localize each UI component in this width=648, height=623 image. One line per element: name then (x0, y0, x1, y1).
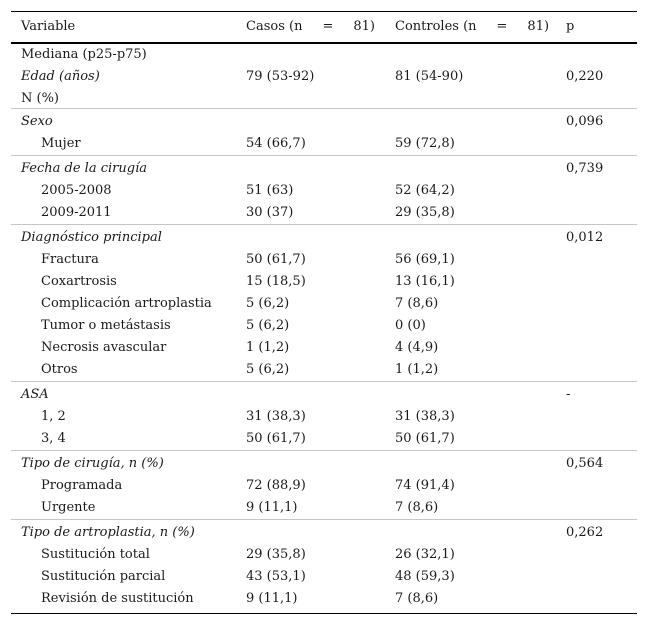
fecha-p: 0,739 (566, 161, 604, 176)
row-label: Mujer (41, 136, 81, 151)
fecha-title-row (11, 155, 637, 180)
mediana-label: Mediana (p25-p75) (21, 47, 147, 62)
table-row (11, 337, 637, 359)
row-label: Programada (41, 478, 123, 493)
row-label: 3, 4 (41, 431, 66, 446)
edad-label: Edad (años) (21, 69, 100, 84)
row-controles: 52 (64,2) (395, 183, 455, 198)
diagnostico-p: 0,012 (566, 230, 604, 245)
table-row (11, 293, 637, 315)
edad-controles: 81 (54-90) (395, 69, 464, 84)
row-label: 2005-2008 (41, 183, 112, 198)
row-casos: 54 (66,7) (246, 136, 306, 151)
row-label: 1, 2 (41, 409, 66, 424)
table-row (11, 249, 637, 271)
row-label: Otros (41, 362, 78, 377)
sexo-label: Sexo (21, 114, 53, 129)
table-row (11, 566, 637, 588)
table-row (11, 359, 637, 381)
row-casos: 31 (38,3) (246, 409, 306, 424)
tipo-artroplastia-p: 0,262 (566, 525, 604, 540)
row-controles: 48 (59,3) (395, 569, 455, 584)
npct-label: N (%) (21, 91, 60, 106)
table-row (11, 475, 637, 497)
row-casos: 30 (37) (246, 205, 294, 220)
row-casos: 50 (61,7) (246, 252, 306, 267)
row-controles: 1 (1,2) (395, 362, 439, 377)
fecha-label: Fecha de la cirugía (21, 161, 147, 176)
tipo-cirugia-label: Tipo de cirugía, n (%) (21, 456, 164, 471)
row-casos: 72 (88,9) (246, 478, 306, 493)
diagnostico-title-row (11, 224, 637, 249)
row-controles: 59 (72,8) (395, 136, 455, 151)
tipo-artroplastia-title-row (11, 519, 637, 544)
header-casos-label: Casos (n (246, 19, 303, 34)
row-casos: 9 (11,1) (246, 591, 298, 606)
row-casos: 43 (53,1) (246, 569, 306, 584)
row-controles: 26 (32,1) (395, 547, 455, 562)
row-controles: 4 (4,9) (395, 340, 439, 355)
row-label: Revisión de sustitución (41, 591, 194, 606)
row-controles: 56 (69,1) (395, 252, 455, 267)
table-row (11, 406, 637, 428)
asa-title-row (11, 381, 637, 406)
header-controles-eq: = (496, 19, 508, 34)
header-controles (395, 19, 549, 34)
table-row (11, 588, 637, 613)
row-label: Coxartrosis (41, 274, 117, 289)
table-row (11, 271, 637, 293)
row-controles: 7 (8,6) (395, 500, 439, 515)
row-controles: 31 (38,3) (395, 409, 455, 424)
row-controles: 7 (8,6) (395, 591, 439, 606)
header-controles-n: 81) (527, 19, 550, 34)
row-controles: 50 (61,7) (395, 431, 455, 446)
table-row (11, 544, 637, 566)
row-controles: 13 (16,1) (395, 274, 455, 289)
header-p: p (566, 19, 575, 34)
row-casos: 51 (63) (246, 183, 294, 198)
tipo-artroplastia-label: Tipo de artroplastia, n (%) (21, 525, 195, 540)
row-label: Complicación artroplastia (41, 296, 212, 311)
npct-row (11, 88, 637, 108)
row-casos: 29 (35,8) (246, 547, 306, 562)
edad-p: 0,220 (566, 69, 604, 84)
row-label: Sustitución total (41, 547, 150, 562)
row-label: 2009-2011 (41, 205, 112, 220)
row-casos: 5 (6,2) (246, 318, 290, 333)
tipo-cirugia-p: 0,564 (566, 456, 604, 471)
row-controles: 74 (91,4) (395, 478, 455, 493)
data-table (11, 11, 637, 614)
row-casos: 1 (1,2) (246, 340, 290, 355)
header-casos (246, 19, 375, 34)
header-casos-n: 81) (353, 19, 375, 34)
table-header (11, 12, 637, 44)
table-row (11, 428, 637, 450)
row-label: Urgente (41, 500, 96, 515)
tipo-cirugia-title-row (11, 450, 637, 475)
table-row (11, 315, 637, 337)
row-casos: 15 (18,5) (246, 274, 306, 289)
row-controles: 7 (8,6) (395, 296, 439, 311)
row-controles: 29 (35,8) (395, 205, 455, 220)
row-label: Tumor o metástasis (41, 318, 171, 333)
sexo-p: 0,096 (566, 114, 604, 129)
table-row (11, 180, 637, 202)
row-label: Fractura (41, 252, 99, 267)
mediana-row (11, 44, 637, 66)
header-controles-label: Controles (n (395, 19, 477, 34)
row-casos: 9 (11,1) (246, 500, 298, 515)
asa-p: - (566, 387, 571, 402)
table-row (11, 497, 637, 519)
header-variable: Variable (21, 19, 76, 34)
header-casos-eq: = (322, 19, 334, 34)
row-label: Sustitución parcial (41, 569, 166, 584)
row-controles: 0 (0) (395, 318, 426, 333)
row-casos: 5 (6,2) (246, 296, 290, 311)
asa-label: ASA (21, 387, 49, 402)
row-casos: 5 (6,2) (246, 362, 290, 377)
edad-casos: 79 (53-92) (246, 69, 315, 84)
row-casos: 50 (61,7) (246, 431, 306, 446)
row-label: Necrosis avascular (41, 340, 167, 355)
edad-row (11, 66, 637, 88)
sexo-title-row (11, 108, 637, 133)
table-row (11, 133, 637, 155)
diagnostico-label: Diagnóstico principal (21, 230, 162, 245)
table-row (11, 202, 637, 224)
